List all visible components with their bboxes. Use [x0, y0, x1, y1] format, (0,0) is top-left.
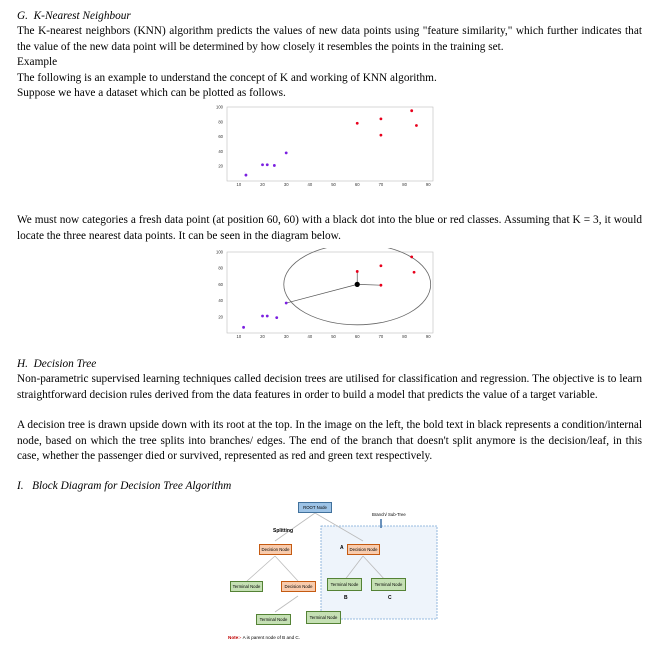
x-tick-label: 60 [354, 334, 360, 339]
x-tick-label: 40 [307, 182, 313, 187]
data-point [380, 134, 383, 137]
x-tick-label: 70 [378, 182, 384, 187]
terminal-node-4: Terminal Node [256, 614, 291, 625]
knn-paragraph-2: The following is an example to understand the concept of K and working of KNN algorithm. [17, 72, 437, 84]
scatter-plot-1 [205, 103, 435, 187]
x-tick-label: 80 [402, 182, 407, 187]
knn-paragraph-4: We must now categories a fresh data point (at position 60, 60) with a black dot into the blue or red classes. Assuming that K = 3, it would locate the three nearest data points. It can be seen in the diagram below. [17, 214, 642, 242]
data-point [380, 117, 383, 120]
data-point [245, 174, 248, 177]
x-tick-label: 60 [354, 182, 360, 187]
data-point [275, 316, 278, 319]
y-tick-label: 100 [216, 104, 223, 110]
data-point [285, 302, 288, 305]
knn-heading [17, 9, 642, 25]
x-tick-label: 20 [260, 182, 265, 187]
dtree-paragraph-1: Non-parametric supervised learning techniques called decision trees are utilised for classification and regression. The objective is to learn straightforward decision rules derived from the data features in order to build a model that predicts the value of a target variable. [17, 373, 642, 401]
plot-frame [227, 252, 433, 333]
scatter-plot-2 [205, 248, 435, 339]
data-point [410, 255, 413, 258]
x-tick-label: 40 [307, 334, 313, 339]
block-diagram-heading [17, 479, 642, 495]
x-tick-label: 30 [283, 334, 289, 339]
data-point [380, 264, 383, 267]
y-tick-label: 100 [216, 249, 223, 255]
dtree-heading-number: H. [17, 358, 28, 370]
neighbor-line [357, 284, 381, 285]
data-point [266, 163, 269, 166]
diagram-note [228, 635, 300, 640]
y-tick-label: 20 [218, 163, 223, 169]
knn-example-label: Example [17, 56, 58, 68]
terminal-node-3: Terminal Node [371, 578, 406, 591]
branch-label: Branch/ Sub-Tree [372, 512, 406, 517]
data-point [261, 315, 264, 318]
data-point [266, 315, 269, 318]
data-point [242, 326, 245, 329]
data-point [261, 163, 264, 166]
x-tick-label: 90 [425, 334, 431, 339]
x-tick-label: 80 [402, 334, 407, 339]
knn-heading-number: G. [17, 10, 28, 22]
x-tick-label: 50 [331, 182, 336, 187]
note-text: A is parent node of B and C. [242, 635, 301, 640]
block-heading-text: Block Diagram for Decision Tree Algorithm [32, 480, 232, 492]
plot-frame [227, 107, 433, 181]
terminal-node-2: Terminal Node [327, 578, 362, 591]
neighbor-line [286, 284, 357, 303]
decision-node-left: Decision Node [259, 544, 292, 555]
decision-node-middle: Decision Node [281, 581, 316, 592]
x-tick-label: 10 [236, 182, 242, 187]
data-point [380, 284, 383, 287]
data-point [273, 164, 276, 167]
x-tick-label: 70 [378, 334, 384, 339]
y-tick-label: 80 [218, 265, 223, 271]
dtree-heading-text: Decision Tree [33, 358, 97, 370]
x-tick-label: 30 [283, 182, 289, 187]
data-point [415, 124, 418, 127]
data-point [356, 270, 359, 273]
x-tick-label: 90 [425, 182, 431, 187]
x-tick-label: 20 [260, 334, 265, 339]
decision-tree-diagram [223, 497, 440, 647]
data-point [413, 271, 416, 274]
dtree-paragraph-2: A decision tree is drawn upside down with its root at the top. In the image on the left, the bold text in black represents a condition/internal node, based on which the tree splits into branches/ edges. The end of the branch that doesn't split anymore is the decision/leaf, in this case, whether the passenger died or survived, represented as red and green text respectively. [17, 419, 642, 462]
x-tick-label: 50 [331, 334, 336, 339]
data-point [285, 151, 288, 154]
y-tick-label: 40 [218, 148, 223, 154]
knn-paragraph-3: Suppose we have a dataset which can be plotted as follows. [17, 87, 286, 99]
new-data-point [355, 282, 360, 287]
terminal-node-5: Terminal Node [306, 611, 341, 624]
y-tick-label: 60 [218, 134, 223, 140]
knn-paragraph-1: The K-nearest neighbors (KNN) algorithm predicts the values of new data points using "feature similarity," which further indicates that the value of the new data point will be determined by how closely it resembles the points in the training set. [17, 25, 642, 53]
splitting-label: Splitting [273, 528, 293, 534]
terminal-node-1: Terminal Node [230, 581, 263, 592]
decision-node-right: Decision Node [347, 544, 380, 555]
data-point [356, 122, 359, 125]
x-tick-label: 10 [236, 334, 242, 339]
root-node: ROOT Node [298, 502, 332, 513]
block-heading-number: I. [17, 480, 24, 492]
scatter-plot-2-svg [205, 248, 435, 340]
branch-subtree-outline [321, 526, 437, 619]
note-label: Note:- [228, 635, 242, 640]
scatter-plot-1-svg [205, 103, 435, 187]
label-c: C [388, 595, 392, 601]
y-tick-label: 40 [218, 298, 223, 304]
y-tick-label: 80 [218, 119, 223, 125]
y-tick-label: 60 [218, 281, 223, 287]
knn-heading-text: K-Nearest Neighbour [33, 10, 131, 22]
data-point [410, 109, 413, 112]
label-a: A [340, 545, 344, 551]
dtree-heading [17, 357, 642, 373]
label-b: B [344, 595, 348, 601]
y-tick-label: 20 [218, 314, 223, 320]
